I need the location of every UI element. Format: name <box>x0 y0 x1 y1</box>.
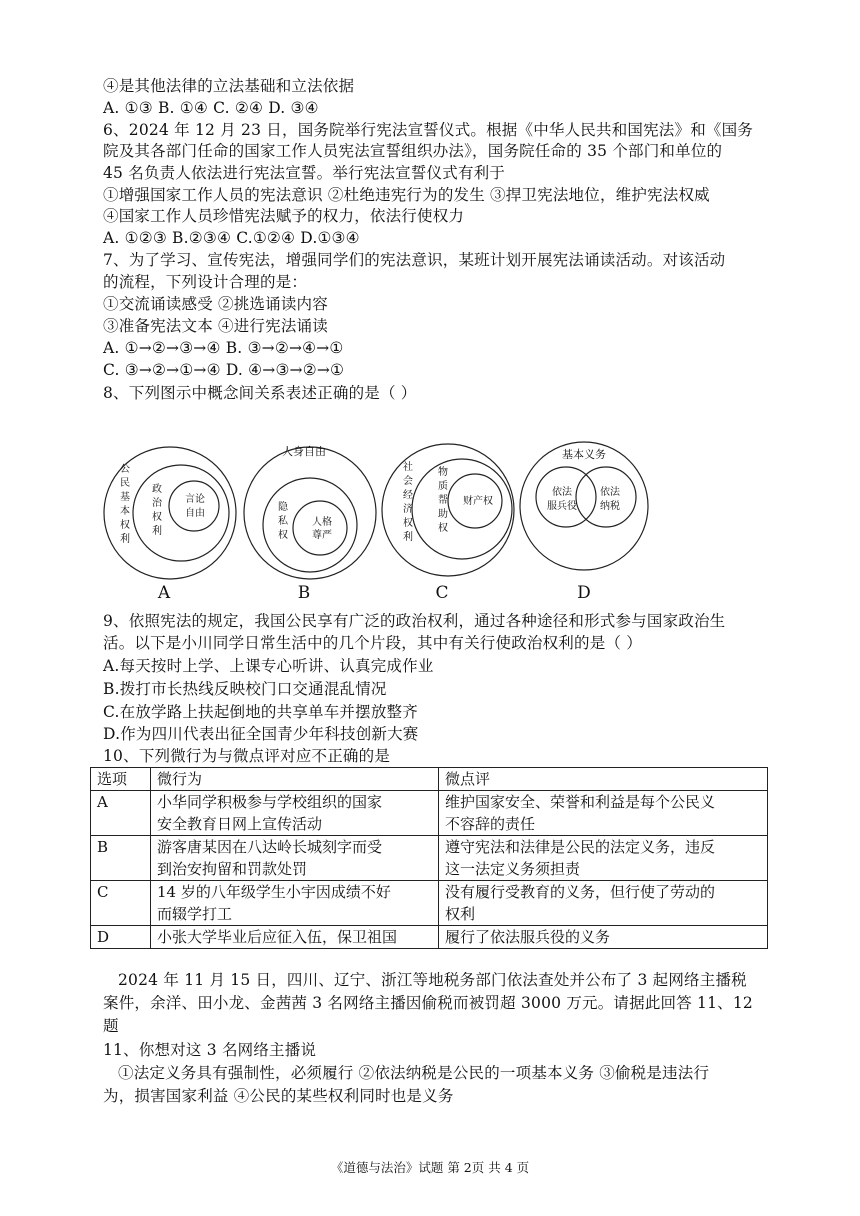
q11-options-line2: 为，损害国家利益 ④公民的某些权利同时也是义务 <box>103 1087 454 1105</box>
table-row <box>91 926 768 949</box>
diagram-b-caption: B <box>297 583 311 603</box>
diagram-b-inner-label <box>312 515 332 541</box>
table-cell-comment <box>439 881 768 926</box>
table-header-behavior: 微行为 <box>151 768 439 791</box>
diagram-label-char: 私 <box>278 516 288 527</box>
q6-stem-line3: 45 名负责人依法进行宪法宣誓。举行宪法宣誓仪式有利于 <box>103 164 506 182</box>
diagram-label-char: 治 <box>152 498 162 509</box>
diagram-label-char: 自由 <box>185 508 205 519</box>
diagram-label-char: 利 <box>403 532 413 543</box>
cell-line: 维护国家安全、荣誉和利益是每个公民义 <box>445 793 716 811</box>
diagram-d-outer-label: 基本义务 <box>562 448 606 461</box>
q6-options-line1: ①增强国家工作人员的宪法意识 ②杜绝违宪行为的发生 ③捍卫宪法地位，维护宪法权威 <box>103 186 710 204</box>
cell-line: 14 岁的八年级学生小宇因成绩不好 <box>157 883 391 901</box>
cell-line: 这一法定义务须担责 <box>445 860 581 878</box>
diagram-a-middle-label <box>152 482 163 537</box>
diagram-label-char: 权 <box>438 523 448 534</box>
table-header-option: 选项 <box>91 768 151 791</box>
q7-choices-line1: A. ①→②→③→④ B. ③→②→④→① <box>103 339 344 357</box>
q7-stem-line1: 7、为了学习、宣传宪法，增强同学们的宪法意识，某班计划开展宪法诵读活动。对该活动 <box>103 251 726 269</box>
diagram-b-outer-circle <box>244 447 376 579</box>
cell-line: 权利 <box>445 905 476 923</box>
q9-option-c: C.在放学路上扶起倒地的共享单车并摆放整齐 <box>103 703 418 721</box>
q7-items-line1: ①交流诵读感受 ②挑选诵读内容 <box>103 295 328 313</box>
table-cell-comment <box>439 836 768 881</box>
q11-options-line1: ①法定义务具有强制性，必须履行 ②依法纳税是公民的一项基本义务 ③偷税是违法行 <box>118 1064 710 1082</box>
q5-choices: A. ①③ B. ①④ C. ②④ D. ③④ <box>103 99 319 117</box>
diagram-label-char: 政 <box>152 484 162 495</box>
diagram-label-char: 权 <box>278 530 288 541</box>
cell-line: 安全教育日网上宣传活动 <box>157 815 323 833</box>
q6-stem-line2: 院及其各部门任命的国家工作人员宪法宣誓组织办法》，国务院任命的 35 个部门和单位的 <box>103 142 723 160</box>
diagram-label-char: 依法 <box>600 487 620 498</box>
diagram-label-char: 隐 <box>278 502 288 513</box>
q6-choices: A. ①②③ B.②③④ C.①②④ D.①③④ <box>103 229 360 247</box>
diagram-label-char: 权 <box>403 518 413 529</box>
cell-line: 履行了依法服兵役的义务 <box>445 928 611 946</box>
diagram-b-inner-circle <box>293 501 347 555</box>
diagram-label-char: 物 <box>438 467 448 478</box>
diagram-a-inner-label <box>185 492 205 519</box>
q9-option-a: A.每天按时上学、上课专心听讲、认真完成作业 <box>103 657 434 675</box>
diagram-label-char: 质 <box>438 481 448 492</box>
diagram-label-char: 人格 <box>312 517 332 528</box>
diagram-label-char: 民 <box>120 478 130 489</box>
diagram-d-right-label <box>600 485 621 512</box>
cell-line: 到治安拘留和罚款处罚 <box>157 860 308 878</box>
q11-stem: 11、你想对这 3 名网络主播说 <box>103 1041 317 1059</box>
diagram-c-middle-label <box>438 465 448 534</box>
diagram-label-char: 社 <box>403 462 413 473</box>
table-header-comment: 微点评 <box>439 768 768 791</box>
diagram-label-char: 权 <box>152 512 162 523</box>
table-header-row <box>91 768 768 791</box>
table-cell-option: B <box>91 836 151 881</box>
diagram-c-outer-label <box>403 460 413 543</box>
diagram-a-caption: A <box>157 583 171 603</box>
q9-stem-line2: 活。以下是小川同学日常生活中的几个片段，其中有关行使政治权利的是（ ） <box>103 634 642 652</box>
diagram-b-outer-label: 人身自由 <box>282 445 326 458</box>
q7-choices-line2: C. ③→②→①→④ D. ④→③→②→① <box>103 361 345 379</box>
q10-table <box>90 767 768 949</box>
table-cell-behavior <box>151 791 439 836</box>
diagram-a-inner-circle <box>169 481 219 531</box>
diagram-label-char: 依法 <box>552 487 572 498</box>
table-cell-option: D <box>91 926 151 949</box>
diagram-label-char: 基 <box>120 492 130 503</box>
cell-line: 小华同学积极参与学校组织的国家 <box>157 793 383 811</box>
q6-options-line2: ④国家工作人员珍惜宪法赋予的权力，依法行使权力 <box>103 207 465 225</box>
q8-diagrams <box>0 430 860 605</box>
diagram-label-char: 纳税 <box>600 501 620 512</box>
table-cell-option: A <box>91 791 151 836</box>
diagram-label-char: 助 <box>438 509 448 520</box>
diagram-label-char: 公 <box>120 464 130 475</box>
diagram-c-caption: C <box>435 583 449 603</box>
diagram-d-left-label <box>547 485 577 512</box>
diagram-label-char: 服兵役 <box>547 501 577 512</box>
diagram-c-inner-label: 财产权 <box>463 496 493 507</box>
q9-option-d: D.作为四川代表出征全国青少年科技创新大赛 <box>103 725 419 743</box>
cell-line: 小张大学毕业后应征入伍，保卫祖国 <box>157 928 398 946</box>
cell-line: 没有履行受教育的义务，但行使了劳动的 <box>445 883 716 901</box>
q9-stem-line1: 9、依照宪法的规定，我国公民享有广泛的政治权利，通过各种途径和形式参与国家政治生 <box>103 612 726 630</box>
q7-stem-line2: 的流程，下列设计合理的是： <box>103 273 308 291</box>
diagram-label-char: 会 <box>403 476 413 487</box>
diagram-c-outer-circle <box>382 444 514 576</box>
diagram-label-char: 权 <box>120 520 130 531</box>
diagram-label-char: 尊严 <box>312 530 332 541</box>
table-cell-behavior <box>151 926 439 949</box>
page-footer: 《道德与法治》试题 第 2页 共 4 页 <box>330 1160 530 1175</box>
table-row <box>91 791 768 836</box>
table-cell-option: C <box>91 881 151 926</box>
q8-stem: 8、下列图示中概念间关系表述正确的是（ ） <box>103 384 417 402</box>
diagram-b-middle-label <box>278 500 289 541</box>
q9-option-b: B.拨打市长热线反映校门口交通混乱情况 <box>103 680 387 698</box>
cell-line: 而辍学打工 <box>157 905 233 923</box>
diagram-a-middle-circle <box>133 465 229 561</box>
passage-line2: 案件，余洋、田小龙、金茜茜 3 名网络主播因偷税而被罚超 3000 万元。请据此回答 11、12 <box>103 994 753 1012</box>
table-cell-behavior <box>151 881 439 926</box>
diagram-label-char: 本 <box>120 506 130 517</box>
diagram-label-char: 经 <box>403 490 413 501</box>
diagram-a-outer-label <box>120 464 130 545</box>
table-cell-behavior <box>151 836 439 881</box>
passage-line3: 题 <box>103 1017 119 1035</box>
diagram-label-char: 言论 <box>185 494 205 505</box>
table-row <box>91 881 768 926</box>
q5-option-4: ④是其他法律的立法基础和立法依据 <box>103 77 355 95</box>
table-cell-comment <box>439 926 768 949</box>
cell-line: 游客唐某因在八达岭长城刻字而受 <box>157 838 383 856</box>
diagram-label-char: 利 <box>152 526 162 537</box>
q6-stem-line1: 6、2024 年 12 月 23 日，国务院举行宪法宣誓仪式。根据《中华人民共和国宪法》和《国务 <box>103 121 753 139</box>
table-cell-comment <box>439 791 768 836</box>
passage-line1: 2024 年 11 月 15 日，四川、辽宁、浙江等地税务部门依法查处并公布了 3 起网络主播税 <box>118 971 747 989</box>
diagram-label-char: 济 <box>403 504 413 515</box>
q10-stem: 10、下列微行为与微点评对应不正确的是 <box>103 747 391 765</box>
table-row <box>91 836 768 881</box>
cell-line: 不容辞的责任 <box>445 815 536 833</box>
cell-line: 遵守宪法和法律是公民的法定义务，违反 <box>445 838 716 856</box>
diagram-d-outer-circle <box>520 442 648 570</box>
diagram-c-middle-circle <box>412 459 512 559</box>
diagram-label-char: 利 <box>120 534 130 545</box>
q7-items-line2: ③准备宪法文本 ④进行宪法诵读 <box>103 317 328 335</box>
diagram-d-caption: D <box>577 583 591 603</box>
diagram-label-char: 帮 <box>438 495 448 506</box>
